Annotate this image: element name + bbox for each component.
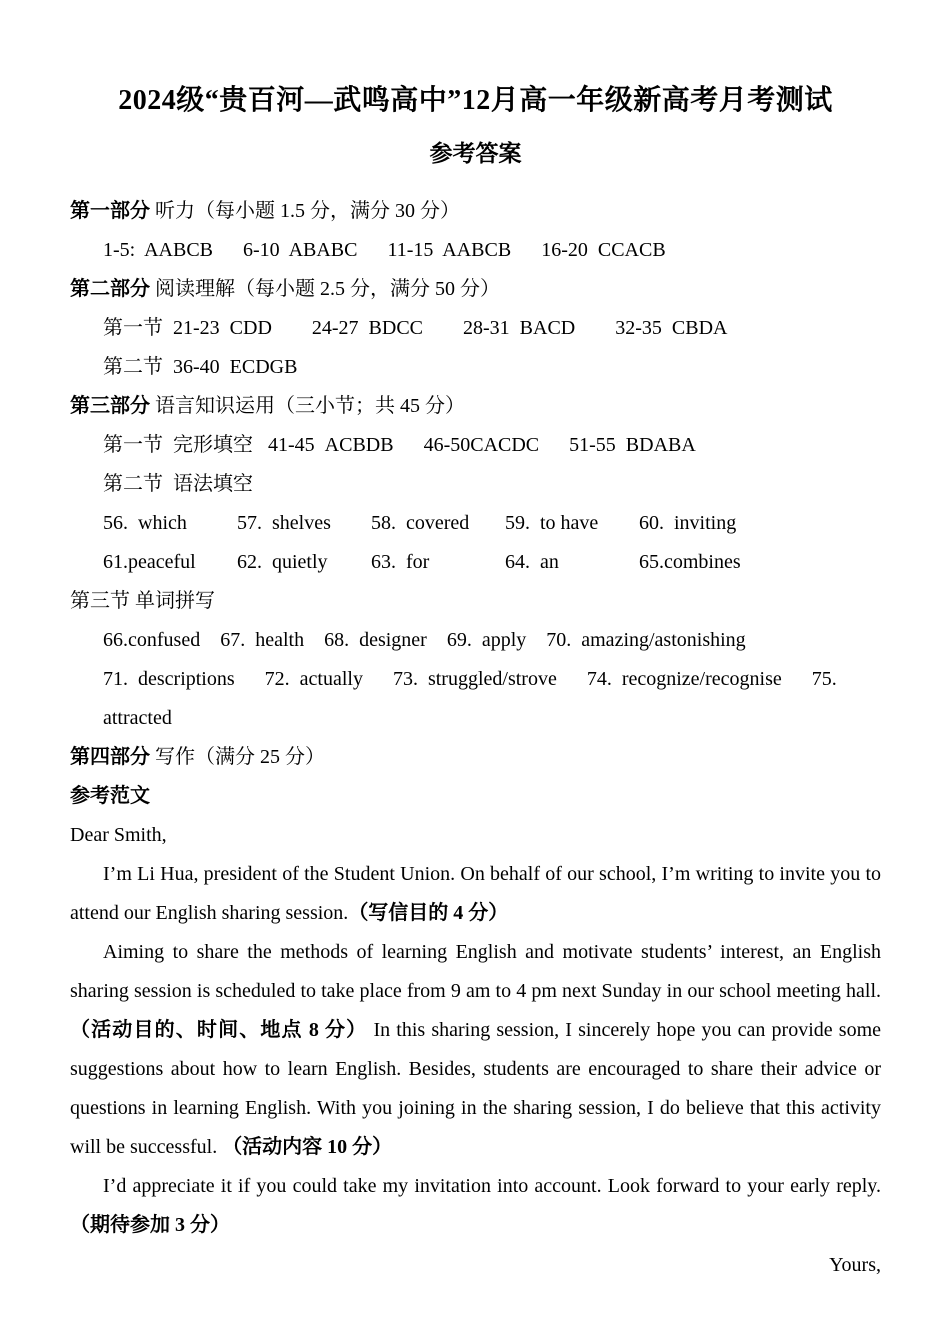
part2-description: 阅读理解（每小题 2.5 分，满分 50 分）: [150, 278, 500, 300]
paragraph2-text2: In this sharing session, I sincerely hope you can provide some suggestions about how to learn English. Besides, students are encouraged to share their advice or questions in learning English. With you joining in the sharing session, I do believe that this activity will be successful.: [70, 1019, 882, 1158]
word-spelling-row2: 71. descriptions 72. actually 73. struggled/strove 74. recognize/recognise 75. attracted: [103, 668, 847, 729]
word-spelling-row1: 66.confused 67. health 68. designer 69. apply 70. amazing/astonishing: [103, 629, 746, 651]
essay-paragraph-3: [70, 1167, 881, 1245]
sample-essay-heading: 参考范文: [70, 785, 150, 807]
grammar-answer-58: 58. covered: [371, 512, 470, 534]
purpose-note: （写信目的 4 分）: [348, 902, 509, 924]
essay-paragraph-2: [70, 933, 881, 1167]
grammar-answer-64: 64. an: [505, 551, 559, 573]
grammar-answer-61: 61.peaceful: [103, 551, 196, 573]
word-spelling-heading: 第三节 单词拼写: [70, 590, 215, 612]
grammar-answers-row1: [70, 504, 881, 543]
document-title: 2024级“贵百河—武鸣高中”12月高一年级新高考月考测试: [118, 85, 833, 116]
details-note: （活动目的、时间、地点 8 分）: [70, 1019, 368, 1041]
grammar-answer-65: 65.combines: [639, 551, 741, 573]
cloze-answers: 第一节 完形填空 41-45 ACBDB 46-50CACDC 51-55 BDABA: [103, 434, 696, 456]
essay-salutation: Dear Smith,: [70, 824, 167, 846]
essay-paragraph-1: [70, 855, 881, 933]
part1-heading: [70, 192, 881, 231]
part4-heading: [70, 738, 881, 777]
paragraph2-text1: Aiming to share the methods of learning English and motivate students’ interest, an English sharing session is scheduled to take place from 9 am to 4 pm next Sunday in our school meeting hall.: [70, 941, 881, 1002]
essay-closing: Yours,: [829, 1254, 881, 1276]
grammar-answer-60: 60. inviting: [639, 512, 737, 534]
document-subtitle: 参考答案: [429, 141, 522, 166]
content-note: （活动内容 10 分）: [222, 1136, 393, 1158]
paragraph1-text: I’m Li Hua, president of the Student Union. On behalf of our school, I’m writing to invite you to attend our English sharing session.: [70, 863, 881, 924]
reading-section2-answers: 第二节 36-40 ECDGB: [103, 356, 298, 378]
paragraph3-text: I’d appreciate it if you could take my invitation into account. Look forward to your early reply.: [103, 1175, 881, 1197]
grammar-answer-56: 56. which: [103, 512, 187, 534]
part1-description: 听力（每小题 1.5 分，满分 30 分）: [150, 200, 460, 222]
grammar-answer-59: 59. to have: [505, 512, 599, 534]
part1-label: 第一部分: [70, 200, 150, 222]
part2-heading: [70, 270, 881, 309]
listening-answers: 1-5: AABCB 6-10 ABABC 11-15 AABCB 16-20 CCACB: [103, 239, 666, 261]
part4-label: 第四部分: [70, 746, 150, 768]
part3-description: 语言知识运用（三小节；共 45 分）: [150, 395, 465, 417]
grammar-answer-63: 63. for: [371, 551, 430, 573]
part3-label: 第三部分: [70, 395, 150, 417]
part4-description: 写作（满分 25 分）: [150, 746, 325, 768]
part2-label: 第二部分: [70, 278, 150, 300]
grammar-answer-57: 57. shelves: [237, 512, 331, 534]
grammar-fill-heading: 第二节 语法填空: [103, 473, 253, 495]
reading-section1-answers: 第一节 21-23 CDD 24-27 BDCC 28-31 BACD 32-35 CBDA: [103, 317, 728, 339]
part3-heading: [70, 387, 881, 426]
grammar-answer-62: 62. quietly: [237, 551, 328, 573]
reply-note: （期待参加 3 分）: [70, 1214, 230, 1236]
grammar-answers-row2: [70, 543, 881, 582]
